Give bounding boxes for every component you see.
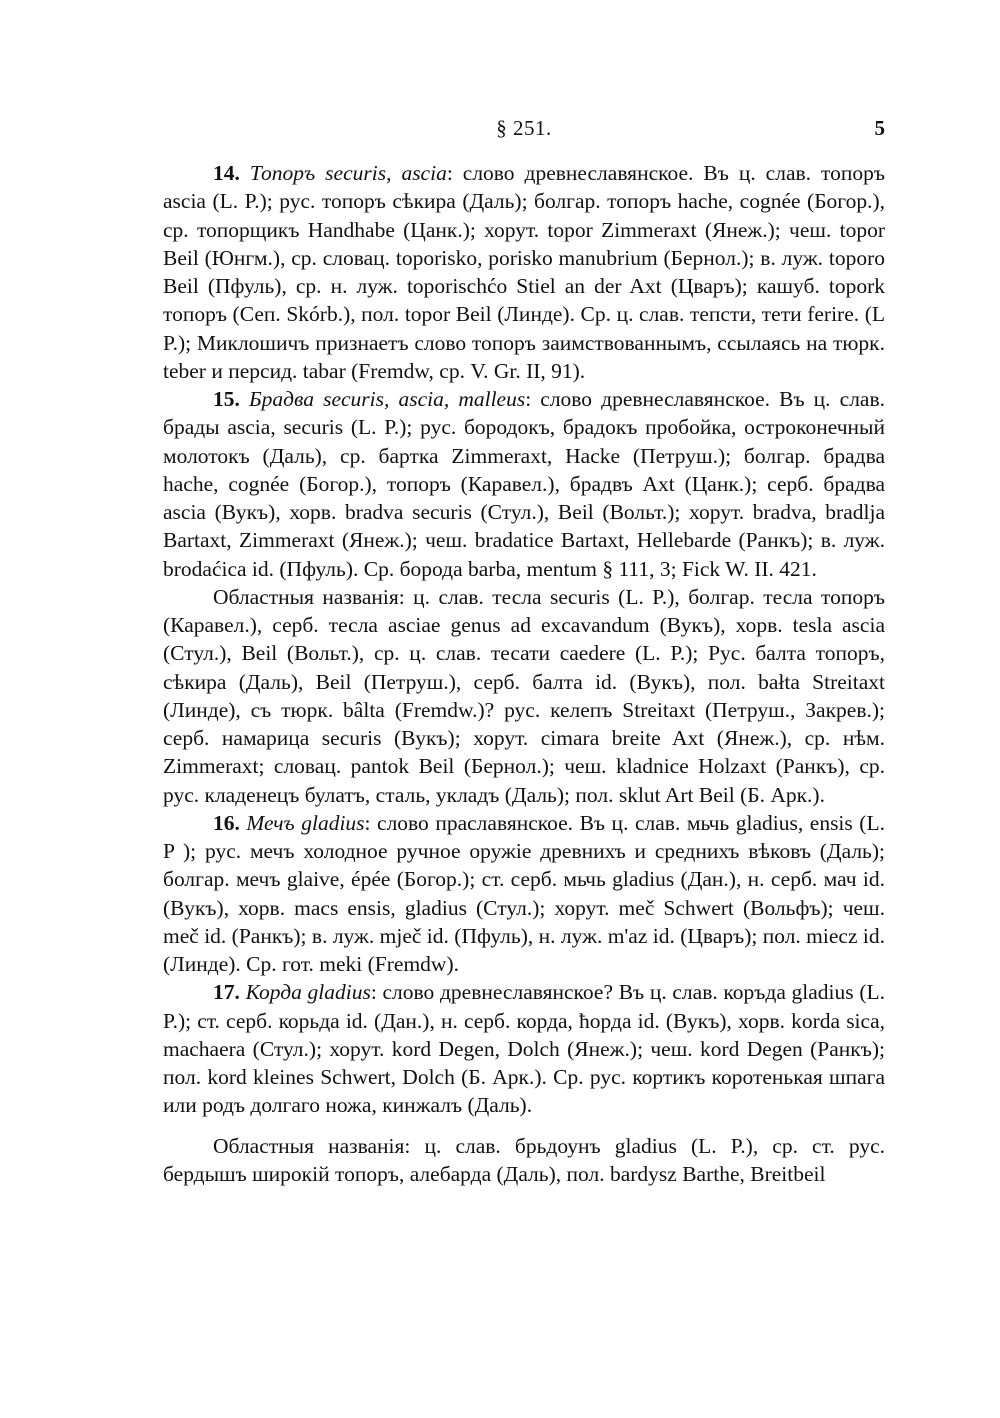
page-header: [163, 116, 885, 144]
entry-text: : слово древнеславянское. Въ ц. слав. брады ascia, securis (L. P.); рус. бородокъ, брадокъ пробойка, остроконечный молотокъ (Даль), ср. бартка Zimmeraxt, Hacke (Петруш.); болгар. брадва hache, cognée (Богор.), топоръ (Каравел.), брадвъ Axt (Цанк.); серб. брадва ascia (Вукъ), хорв. bradva securis (Стул.), Beil (Вольт.); хорут. bradva, bradlja Bartaxt, Zimmeraxt (Янеж.); чеш. bradatice Bartaxt, Hellebarde (Ранкъ); в. луж. brodaćica id. (Пфуль). Ср. борода barba, mentum § 111, 3; Fick W. II. 421.: [163, 387, 885, 581]
entry-text: : слово праславянское. Въ ц. слав. мьчь gladius, ensis (L. P ); рус. мечъ холодное ручное оружіе древнихъ и среднихъ вѣковъ (Даль); болгар. мечъ glaive, épée (Богор.); ст. серб. мьчь gladius (Дан.), н. серб. мач id. (Вукъ), хорв. macs ensis, gladius (Стул.); хорут. meč Schwert (Вольфъ); чеш. meč id. (Ранкъ); в. луж. mječ id. (Пфуль), н. луж. m'az id. (Цваръ); пол. miecz id. (Линде). Ср. гот. meki (Fremdw).: [163, 810, 885, 976]
page-number: 5: [874, 116, 885, 140]
regional-names-17: [163, 1132, 885, 1189]
entry-text: : слово древнеславянское. Въ ц. слав. топоръ ascia (L. P.); рус. топоръ сѣкира (Даль); болгар. топоръ hache, cognée (Богор.), ср. топорщикъ Handhabe (Цанк.); хорут. topor Zimmeraxt (Янеж.); чеш. topor Beil (Юнгм.), ср. словац. toporisko, porisko manubrium (Бернол.); в. луж. toporo Beil (Пфуль), ср. н. луж. toporischćo Stiel an der Axt (Цваръ); кашуб. topork топоръ (Сеп. Skórb.), пол. topor Beil (Линде). Ср. ц. слав. тепсти, тети ferire. (L P.); Миклошичъ признаетъ слово топоръ заимствованнымъ, ссылаясь на тюрк. teber и персид. tabar (Fremdw, ср. V. Gr. II, 91).: [163, 161, 885, 383]
entry-headword: Топоръ securis, ascia: [249, 161, 447, 185]
entry-text: Областныя названія: ц. слав. тесла securis (L. P.), болгар. тесла топоръ (Каравел.), серб. тесла asciae genus ad excavandum (Вукъ), хорв. tesla ascia (Стул.), Beil (Вольт.), ср. ц. слав. тесати caedere (L. P.); Рус. балта топоръ, сѣкира (Даль), Beil (Петруш.), серб. балта id. (Вукъ), пол. bałta Streitaxt (Линде), съ тюрк. bâlta (Fremdw.)? рус. келепъ Streitaxt (Петруш., Закрев.); серб. намарица securis (Вукъ); хорут. cimara breite Axt (Янеж.), ср. нѣм. Zimmeraxt; словац. pantok Beil (Бернол.); чеш. kladnice Holzaxt (Ранкъ), ср. рус. кладенецъ булатъ, сталь, укладъ (Даль); пол. sklut Art Beil (Б. Арк.).: [163, 584, 885, 807]
entry-text: : слово древнеславянское? Въ ц. слав. коръда gladius (L. P.); ст. серб. корьда id. (Дан.), н. серб. корда, ћорда id. (Вукъ), хорв. korda sica, machaera (Стул.); хорут. kord Degen, Dolch (Янеж.); чеш. kord Degen (Ранкъ); пол. kord kleines Schwert, Dolch (Б. Арк.). Ср. рус. кортикъ коротенькая шпага или родъ долгаго ножа, кинжалъ (Даль).: [163, 980, 885, 1118]
entry-headword: Корда gladius: [245, 980, 371, 1005]
entry-number: 14.: [213, 161, 240, 185]
entry-number: 17.: [213, 980, 240, 1005]
entry-17: [163, 978, 885, 1119]
entry-number: 15.: [213, 387, 240, 411]
entry-text: Областныя названія: ц. слав. брьдоунъ gladius (L. P.), ср. ст. рус. бердышъ широкій топоръ, алебарда (Даль), пол. bardysz Barthe, Breitbeil: [163, 1133, 885, 1186]
body-text: [163, 159, 885, 1188]
entry-15: [163, 385, 885, 583]
entry-number: 16.: [213, 810, 240, 835]
entry-headword: Брадва securis, ascia, malleus: [248, 387, 526, 411]
entry-14: [163, 159, 885, 385]
entry-16: [163, 809, 885, 979]
section-heading: § 251.: [496, 116, 552, 140]
regional-names-15: [163, 583, 885, 809]
entry-headword: Мечъ gladius: [246, 810, 365, 835]
